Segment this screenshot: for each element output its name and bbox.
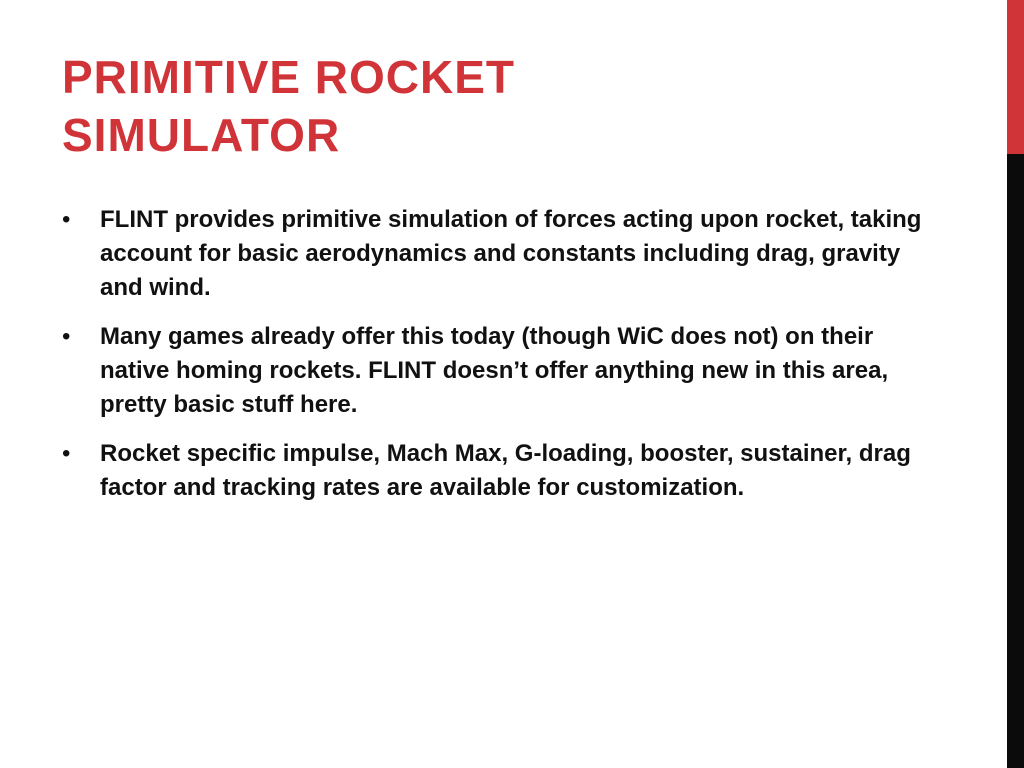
accent-bar-red — [1007, 0, 1024, 154]
bullet-icon: • — [62, 323, 71, 350]
bullet-icon: • — [62, 206, 71, 233]
bullet-item — [62, 320, 942, 422]
bullet-list — [62, 203, 942, 520]
title-line-1: PRIMITIVE ROCKET — [62, 51, 516, 103]
bullet-item — [62, 437, 942, 505]
slide-title — [62, 48, 962, 164]
bullet-icon: • — [62, 440, 71, 467]
accent-bar-black — [1007, 154, 1024, 768]
bullet-text: Rocket specific impulse, Mach Max, G-loading, booster, sustainer, drag factor and tracking rates are available for customization. — [100, 440, 911, 501]
bullet-text: Many games already offer this today (though WiC does not) on their native homing rockets. FLINT doesn’t offer anything new in this area, pretty basic stuff here. — [100, 323, 889, 418]
title-line-2: SIMULATOR — [62, 109, 341, 161]
bullet-item — [62, 203, 942, 305]
bullet-text: FLINT provides primitive simulation of forces acting upon rocket, taking account for basic aerodynamics and constants including drag, gravity and wind. — [100, 206, 922, 301]
